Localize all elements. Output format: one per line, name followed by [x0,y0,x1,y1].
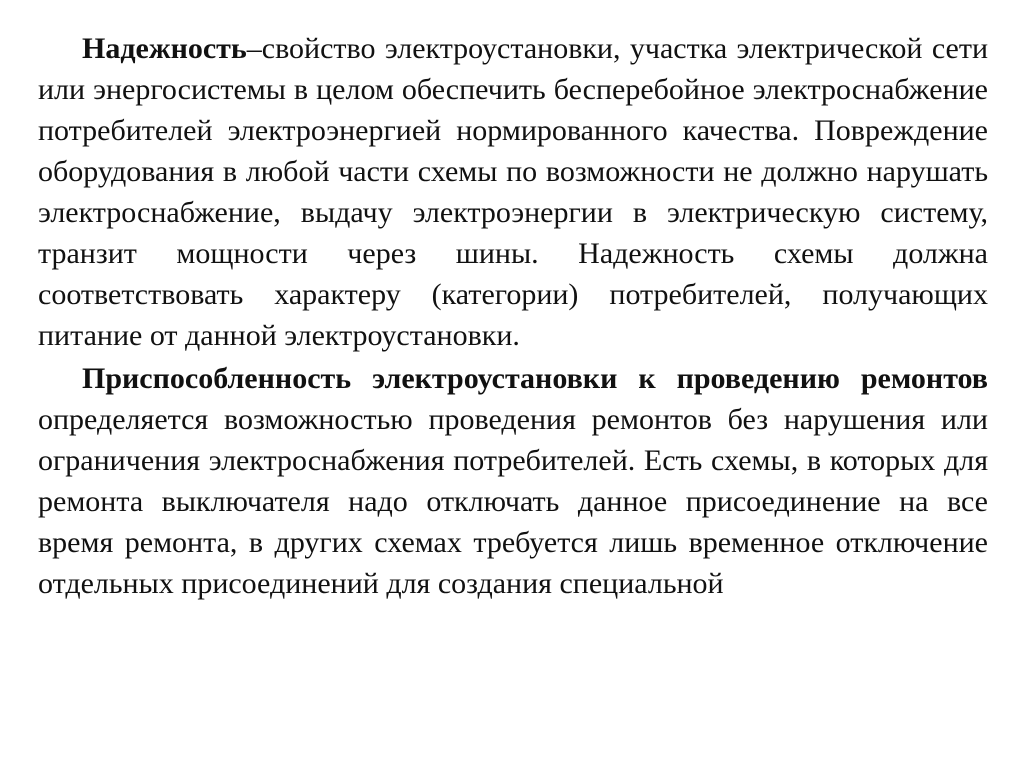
paragraph-reliability [38,28,988,356]
definition-reliability: –свойство электроустановки, участка электрической сети или энергосистемы в целом обеспечить бесперебойное электроснабжение потребителей электроэнергией нормированного качества. Повреждение оборудования в любой части схемы по возможности не должно нарушать электроснабжение, выдачу электроэнергии в электрическую систему, транзит мощности через шины. Надежность схемы должна соответствовать характеру (категории) потребителей, получающих питание от данной электроустановки. [38,32,988,352]
paragraph-repair-adaptability [38,358,988,604]
definition-repair-adaptability: определяется возможностью проведения ремонтов без нарушения или ограничения электроснабжения потребителей. Есть схемы, в которых для ремонта выключателя надо отключать данное присоединение на все время ремонта, в других схемах требуется лишь временное отключение отдельных присоединений для создания специальной [38,403,988,600]
term-reliability: Надежность [82,32,247,65]
document-page [38,28,988,604]
term-repair-adaptability: Приспособленность электроустановки к проведению ремонтов [82,362,988,395]
